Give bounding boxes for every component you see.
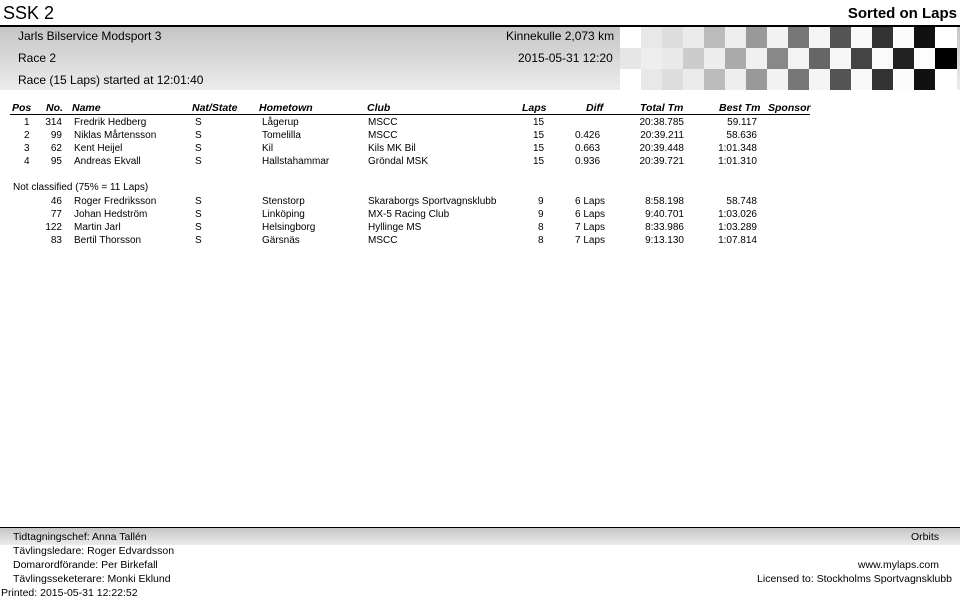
cell-club: Skaraborgs Sportvagnsklubb — [368, 196, 497, 207]
cell-hometown: Helsingborg — [262, 222, 316, 233]
table-row — [0, 117, 960, 130]
cell-diff: 6 Laps — [575, 196, 606, 207]
cell-nat: S — [195, 117, 202, 128]
cell-laps: 9 — [538, 209, 544, 220]
checker-square — [935, 27, 957, 48]
cell-diff: 0.663 — [575, 143, 601, 154]
table-row — [0, 130, 960, 143]
col-pos: Pos — [12, 102, 32, 114]
cell-best: 1:01.348 — [718, 143, 757, 154]
table-row — [0, 235, 960, 248]
checker-square — [788, 48, 810, 69]
cell-club: MSCC — [368, 117, 398, 128]
checker-square — [809, 69, 831, 90]
checker-square — [830, 48, 852, 69]
cell-hometown: Lågerup — [262, 117, 299, 128]
brand-name: Orbits — [910, 531, 939, 543]
checker-square — [767, 27, 789, 48]
checker-square — [620, 48, 642, 69]
cell-total: 20:39.721 — [639, 156, 684, 167]
timing-chief: Tidtagningschef: Anna Tallén — [13, 531, 147, 543]
checker-square — [704, 69, 726, 90]
race-start-info: Race (15 Laps) started at 12:01:40 — [18, 73, 204, 87]
cell-pos: 2 — [24, 130, 30, 141]
cell-name: Niklas Mårtensson — [74, 130, 157, 141]
cell-laps: 8 — [538, 235, 544, 246]
cell-total: 20:39.448 — [639, 143, 684, 154]
checker-square — [914, 27, 936, 48]
checker-square — [914, 69, 936, 90]
cell-total: 20:38.785 — [639, 117, 684, 128]
col-name: Name — [72, 102, 101, 114]
cell-pos: 4 — [24, 156, 30, 167]
cell-club: MSCC — [368, 130, 398, 141]
checker-square — [788, 69, 810, 90]
checker-square — [851, 48, 873, 69]
cell-hometown: Kil — [262, 143, 274, 154]
cell-nat: S — [195, 235, 202, 246]
checker-square — [809, 27, 831, 48]
cell-no: 122 — [45, 222, 62, 233]
checker-square — [851, 27, 873, 48]
col-club: Club — [367, 102, 391, 114]
checker-square — [746, 69, 768, 90]
cell-club: MSCC — [368, 235, 398, 246]
cell-club: Hyllinge MS — [368, 222, 422, 233]
license-info: Licensed to: Stockholms Sportvagnsklubb — [757, 573, 952, 585]
cell-no: 62 — [50, 143, 62, 154]
cell-best: 59.117 — [727, 117, 757, 128]
header-rule — [10, 114, 810, 115]
checker-square — [893, 27, 915, 48]
col-sponsor: Sponsor — [768, 102, 811, 114]
table-row — [0, 143, 960, 156]
cell-nat: S — [195, 130, 202, 141]
checker-square — [809, 48, 831, 69]
checkered-flag — [616, 27, 960, 90]
cell-hometown: Hallstahammar — [262, 156, 330, 167]
cell-diff: 0.936 — [575, 156, 601, 167]
checker-square — [872, 27, 894, 48]
checker-square — [704, 27, 726, 48]
cell-total: 8:33.986 — [645, 222, 684, 233]
cell-no: 77 — [50, 209, 62, 220]
cell-total: 9:40.701 — [645, 209, 684, 220]
checker-square — [872, 69, 894, 90]
cell-nat: S — [195, 222, 202, 233]
track-name: Kinnekulle 2,073 km — [506, 29, 615, 43]
checker-square — [620, 69, 642, 90]
col-total: Total Tm — [640, 102, 684, 114]
cell-laps: 9 — [538, 196, 544, 207]
cell-no: 95 — [50, 156, 62, 167]
checker-square — [662, 27, 684, 48]
cell-diff: 6 Laps — [575, 209, 606, 220]
cell-no: 46 — [50, 196, 62, 207]
cell-best: 58.636 — [726, 130, 757, 141]
cell-laps: 15 — [533, 143, 545, 154]
cell-name: Fredrik Hedberg — [74, 117, 147, 128]
column-header-row — [0, 102, 960, 114]
checker-square — [914, 48, 936, 69]
table-row — [0, 196, 960, 209]
cell-diff: 7 Laps — [575, 235, 606, 246]
cell-hometown: Linköping — [262, 209, 305, 220]
checker-square — [620, 27, 642, 48]
cell-name: Andreas Ekvall — [74, 156, 141, 167]
checker-square — [662, 48, 684, 69]
checker-square — [830, 69, 852, 90]
cell-nat: S — [195, 209, 202, 220]
cell-club: Kils MK Bil — [368, 143, 416, 154]
checker-square — [683, 27, 705, 48]
cell-laps: 15 — [533, 156, 545, 167]
cell-total: 9:13.130 — [645, 235, 684, 246]
col-diff: Diff — [586, 102, 604, 114]
col-best: Best Tm — [719, 102, 761, 114]
checker-square — [872, 48, 894, 69]
cell-laps: 15 — [533, 117, 545, 128]
cell-hometown: Gärsnäs — [262, 235, 300, 246]
checker-square — [662, 69, 684, 90]
checker-square — [935, 48, 957, 69]
checker-square — [935, 69, 957, 90]
cell-total: 20:39.211 — [640, 130, 684, 141]
website: www.mylaps.com — [857, 559, 939, 571]
cell-best: 58.748 — [726, 196, 757, 207]
cell-club: MX-5 Racing Club — [368, 209, 450, 220]
checker-square — [725, 48, 747, 69]
checker-square — [641, 27, 663, 48]
cell-nat: S — [195, 196, 202, 207]
checker-square — [746, 27, 768, 48]
cell-no: 314 — [45, 117, 62, 128]
cell-name: Martin Jarl — [74, 222, 121, 233]
col-no: No. — [46, 102, 63, 114]
title-bar — [0, 0, 960, 25]
event-name: Jarls Bilservice Modsport 3 — [18, 29, 162, 43]
cell-name: Roger Fredriksson — [74, 196, 157, 207]
session-datetime: 2015-05-31 12:20 — [518, 51, 613, 65]
checker-square — [746, 48, 768, 69]
steward: Domarordförande: Per Birkefall — [13, 559, 158, 571]
cell-diff: 7 Laps — [575, 222, 606, 233]
checker-square — [788, 27, 810, 48]
col-laps: Laps — [522, 102, 547, 114]
cell-best: 1:03.289 — [718, 222, 757, 233]
checker-square — [641, 48, 663, 69]
cell-best: 1:01.310 — [718, 156, 757, 167]
cell-name: Bertil Thorsson — [74, 235, 142, 246]
cell-hometown: Stenstorp — [262, 196, 305, 207]
cell-hometown: Tomelilla — [262, 130, 301, 141]
cell-laps: 15 — [533, 130, 545, 141]
cell-best: 1:03.026 — [718, 209, 757, 220]
race-director: Tävlingsledare: Roger Edvardsson — [13, 545, 175, 557]
cell-nat: S — [195, 143, 202, 154]
cell-total: 8:58.198 — [645, 196, 684, 207]
checker-square — [830, 27, 852, 48]
cell-name: Johan Hedström — [74, 209, 148, 220]
col-hometown: Hometown — [259, 102, 313, 114]
secretary: Tävlingsseketerare: Monki Eklund — [13, 573, 171, 585]
sort-label: Sorted on Laps — [847, 5, 957, 22]
table-row — [0, 156, 960, 169]
checker-square — [704, 48, 726, 69]
cell-diff: 0.426 — [575, 130, 601, 141]
col-nat: Nat/State — [192, 102, 238, 114]
cell-club: Gröndal MSK — [368, 156, 429, 167]
cell-nat: S — [195, 156, 202, 167]
printed-timestamp: Printed: 2015-05-31 12:22:52 — [1, 587, 138, 599]
checker-square — [851, 69, 873, 90]
cell-no: 83 — [50, 235, 62, 246]
cell-laps: 8 — [538, 222, 544, 233]
not-classified-label: Not classified (75% = 11 Laps) — [13, 182, 149, 193]
cell-name: Kent Heijel — [74, 143, 123, 154]
cell-pos: 3 — [24, 143, 30, 154]
checker-square — [767, 69, 789, 90]
series-title: SSK 2 — [3, 3, 55, 23]
checker-square — [725, 69, 747, 90]
table-row — [0, 209, 960, 222]
table-row — [0, 222, 960, 235]
cell-best: 1:07.814 — [718, 235, 757, 246]
checker-square — [893, 48, 915, 69]
checker-square — [641, 69, 663, 90]
checker-square — [893, 69, 915, 90]
cell-pos: 1 — [24, 117, 30, 128]
checker-square — [683, 69, 705, 90]
checker-square — [725, 27, 747, 48]
checker-square — [683, 48, 705, 69]
cell-no: 99 — [50, 130, 62, 141]
session-name: Race 2 — [18, 51, 57, 65]
checker-square — [767, 48, 789, 69]
